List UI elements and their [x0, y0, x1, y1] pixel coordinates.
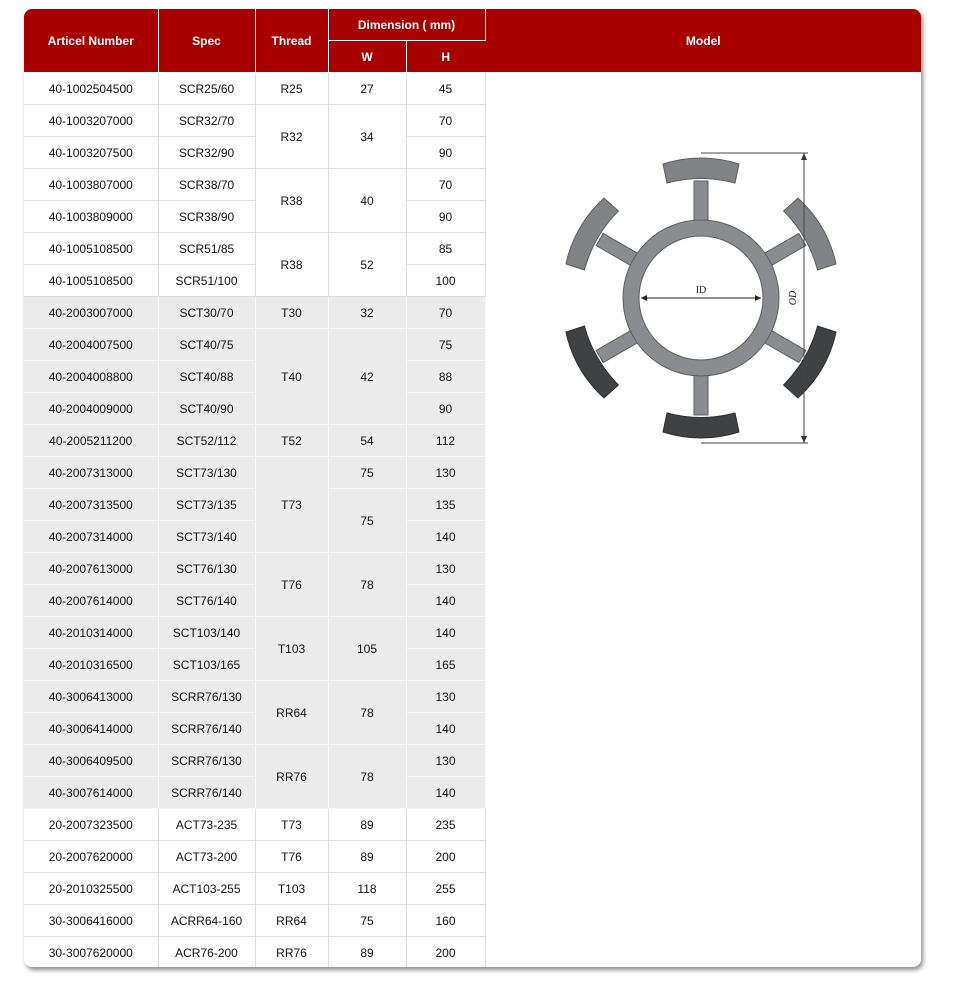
cell-w: 27 [328, 73, 406, 105]
cell-spec: SCR38/70 [158, 169, 255, 201]
cell-h: 200 [406, 841, 485, 873]
cell-h: 70 [406, 105, 485, 137]
cell-h: 70 [406, 169, 485, 201]
cell-h: 200 [406, 937, 485, 968]
cell-h: 90 [406, 393, 485, 425]
cell-spec: ACT73-200 [158, 841, 255, 873]
cell-thread: RR76 [255, 745, 328, 809]
cell-article: 40-1003207000 [24, 105, 158, 137]
cell-spec: SCRR76/130 [158, 681, 255, 713]
cell-spec: ACT73-235 [158, 809, 255, 841]
cell-h: 85 [406, 233, 485, 265]
cell-article: 40-1005108500 [24, 233, 158, 265]
cell-thread: T73 [255, 457, 328, 553]
cell-spec: SCR25/60 [158, 73, 255, 105]
cell-h: 235 [406, 809, 485, 841]
cell-spec: SCR51/85 [158, 233, 255, 265]
cell-spec: SCT73/135 [158, 489, 255, 521]
cell-w: 89 [328, 809, 406, 841]
cell-article: 40-2007613000 [24, 553, 158, 585]
cell-w: 89 [328, 841, 406, 873]
cell-w: 78 [328, 745, 406, 809]
cell-thread: RR64 [255, 905, 328, 937]
ring-profile [560, 158, 840, 438]
cell-article: 40-2004007500 [24, 329, 158, 361]
cell-article: 40-1003809000 [24, 201, 158, 233]
cell-w: 34 [328, 105, 406, 169]
cell-h: 45 [406, 73, 485, 105]
cell-article: 40-3006409500 [24, 745, 158, 777]
cell-article: 40-3006413000 [24, 681, 158, 713]
cell-thread: T40 [255, 329, 328, 425]
cell-spec: SCR51/100 [158, 265, 255, 297]
cell-h: 140 [406, 585, 485, 617]
cell-article: 20-2010325500 [24, 873, 158, 905]
cell-w: 75 [328, 905, 406, 937]
cell-w: 89 [328, 937, 406, 968]
cell-h: 140 [406, 713, 485, 745]
cell-spec: SCT103/140 [158, 617, 255, 649]
cell-w: 54 [328, 425, 406, 457]
cell-spec: SCT30/70 [158, 297, 255, 329]
drill-rod-cross-section-diagram [546, 143, 856, 453]
cell-h: 140 [406, 521, 485, 553]
cell-spec: ACR76-200 [158, 937, 255, 968]
cell-h: 90 [406, 201, 485, 233]
cell-h: 165 [406, 649, 485, 681]
cell-h: 140 [406, 777, 485, 809]
header-model: Model [485, 9, 921, 73]
cell-thread: T52 [255, 425, 328, 457]
cell-w: 105 [328, 617, 406, 681]
cell-spec: SCT76/140 [158, 585, 255, 617]
cell-h: 88 [406, 361, 485, 393]
od-label: OD [787, 290, 799, 306]
cell-thread: RR76 [255, 937, 328, 968]
cell-w: 118 [328, 873, 406, 905]
cell-h: 70 [406, 297, 485, 329]
cell-article: 40-2010314000 [24, 617, 158, 649]
cell-h: 112 [406, 425, 485, 457]
header-article-number: Articel Number [24, 9, 158, 73]
cell-article: 40-1003807000 [24, 169, 158, 201]
cell-h: 255 [406, 873, 485, 905]
cell-article: 40-2007313000 [24, 457, 158, 489]
cell-w: 52 [328, 233, 406, 297]
cell-thread: T73 [255, 809, 328, 841]
cell-spec: SCR32/70 [158, 105, 255, 137]
cell-article: 40-2007614000 [24, 585, 158, 617]
cell-article: 30-3007620000 [24, 937, 158, 968]
cell-spec: ACRR64-160 [158, 905, 255, 937]
cell-h: 130 [406, 681, 485, 713]
cell-w: 78 [328, 553, 406, 617]
header-dimension: Dimension ( mm) [328, 9, 485, 41]
cell-spec: SCT40/90 [158, 393, 255, 425]
cell-spec: SCRR76/130 [158, 745, 255, 777]
cell-thread: R38 [255, 233, 328, 297]
header-h: H [406, 41, 485, 73]
cell-thread: T103 [255, 873, 328, 905]
cell-spec: ACT103-255 [158, 873, 255, 905]
cell-thread: T76 [255, 553, 328, 617]
cell-article: 40-3007614000 [24, 777, 158, 809]
cell-h: 130 [406, 553, 485, 585]
cell-spec: SCRR76/140 [158, 777, 255, 809]
cell-article: 20-2007620000 [24, 841, 158, 873]
cell-h: 160 [406, 905, 485, 937]
header-spec: Spec [158, 9, 255, 73]
header-thread: Thread [255, 9, 328, 73]
id-label: ID [695, 285, 706, 296]
cell-h: 100 [406, 265, 485, 297]
cell-spec: SCT73/140 [158, 521, 255, 553]
cell-spec: SCT40/75 [158, 329, 255, 361]
cell-article: 30-3006416000 [24, 905, 158, 937]
cell-spec: SCT76/130 [158, 553, 255, 585]
cell-article: 40-2004009000 [24, 393, 158, 425]
cell-h: 135 [406, 489, 485, 521]
cell-thread: R25 [255, 73, 328, 105]
cell-h: 130 [406, 457, 485, 489]
cell-thread: T76 [255, 841, 328, 873]
cell-spec: SCR38/90 [158, 201, 255, 233]
cell-thread: T30 [255, 297, 328, 329]
cell-h: 140 [406, 617, 485, 649]
cell-article: 40-2003007000 [24, 297, 158, 329]
cell-spec: SCT52/112 [158, 425, 255, 457]
header-w: W [328, 41, 406, 73]
cell-thread: R38 [255, 169, 328, 233]
cell-article: 40-2005211200 [24, 425, 158, 457]
cell-w: 42 [328, 329, 406, 425]
cell-article: 40-2004008800 [24, 361, 158, 393]
cell-h: 75 [406, 329, 485, 361]
cell-spec: SCRR76/140 [158, 713, 255, 745]
cell-spec: SCR32/90 [158, 137, 255, 169]
cell-article: 40-1003207500 [24, 137, 158, 169]
cell-article: 40-1002504500 [24, 73, 158, 105]
cell-article: 20-2007323500 [24, 809, 158, 841]
cell-w: 40 [328, 169, 406, 233]
cell-article: 40-3006414000 [24, 713, 158, 745]
cell-article: 40-1005108500 [24, 265, 158, 297]
product-spec-card [24, 9, 921, 967]
cell-h: 130 [406, 745, 485, 777]
cell-article: 40-2007314000 [24, 521, 158, 553]
cell-w: 78 [328, 681, 406, 745]
cell-spec: SCT40/88 [158, 361, 255, 393]
cell-thread: RR64 [255, 681, 328, 745]
model-cell [485, 73, 921, 968]
cell-spec: SCT73/130 [158, 457, 255, 489]
cell-spec: SCT103/165 [158, 649, 255, 681]
cell-h: 90 [406, 137, 485, 169]
cell-article: 40-2007313500 [24, 489, 158, 521]
cell-w: 75 [328, 489, 406, 553]
cell-article: 40-2010316500 [24, 649, 158, 681]
spec-table [24, 9, 921, 967]
cell-thread: R32 [255, 105, 328, 169]
cell-w: 75 [328, 457, 406, 489]
cell-w: 32 [328, 297, 406, 329]
cell-thread: T103 [255, 617, 328, 681]
